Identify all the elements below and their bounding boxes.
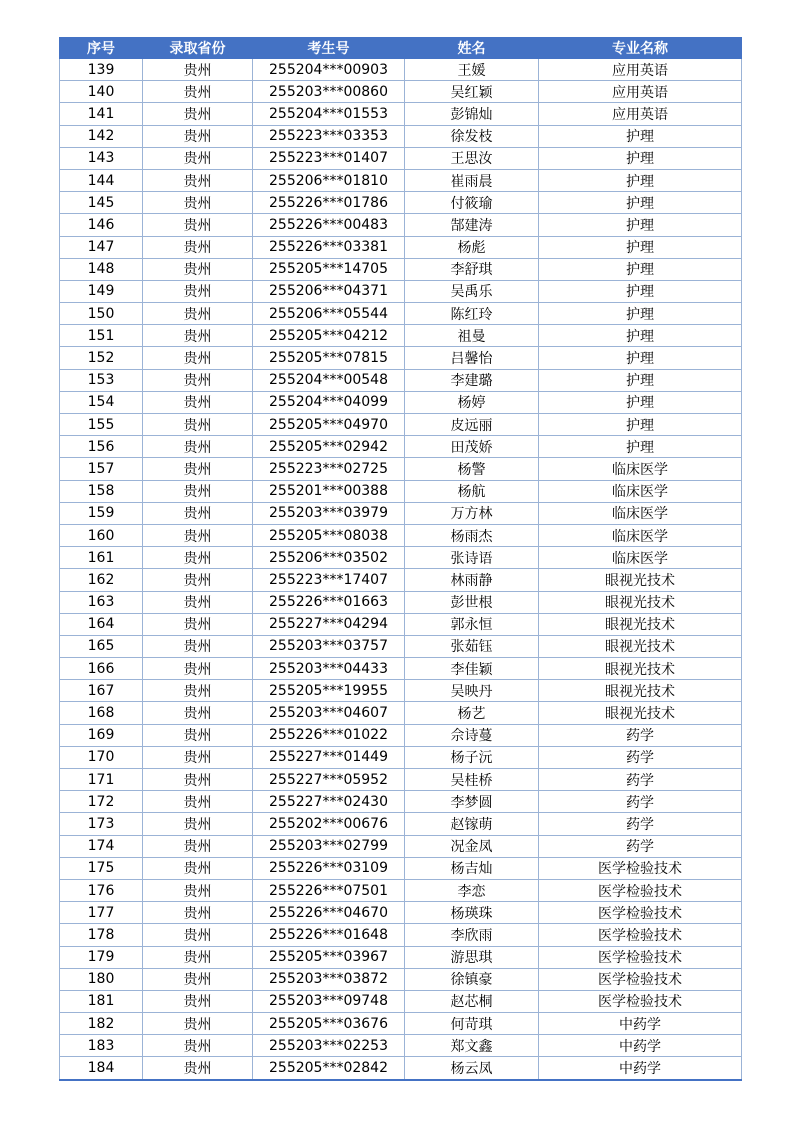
serial-number-cell: 169: [60, 724, 143, 746]
province-cell: 贵州: [143, 680, 253, 702]
serial-number-cell: 163: [60, 591, 143, 613]
name-cell: 万方林: [405, 502, 539, 524]
table-row: [60, 769, 742, 791]
name-cell: 杨婷: [405, 391, 539, 413]
candidate-number-cell: 255205***03967: [253, 946, 405, 968]
province-cell: 贵州: [143, 791, 253, 813]
name-cell: 郑文鑫: [405, 1035, 539, 1057]
table-row: [60, 924, 742, 946]
name-cell: 徐发枝: [405, 125, 539, 147]
table-row: [60, 480, 742, 502]
name-cell: 何苛琪: [405, 1013, 539, 1035]
table-row: [60, 325, 742, 347]
candidate-number-cell: 255226***01648: [253, 924, 405, 946]
table-row: [60, 635, 742, 657]
table-row: [60, 59, 742, 81]
major-cell: 眼视光技术: [539, 680, 742, 702]
table-row: [60, 902, 742, 924]
serial-number-cell: 164: [60, 613, 143, 635]
candidate-number-cell: 255205***03676: [253, 1013, 405, 1035]
name-cell: 崔雨晨: [405, 169, 539, 191]
candidate-number-cell: 255205***08038: [253, 524, 405, 546]
table-row: [60, 81, 742, 103]
table-row: [60, 502, 742, 524]
name-cell: 付筱瑜: [405, 192, 539, 214]
candidate-number-cell: 255226***03109: [253, 857, 405, 879]
candidate-number-cell: 255226***01663: [253, 591, 405, 613]
major-cell: 护理: [539, 325, 742, 347]
candidate-number-cell: 255205***04970: [253, 414, 405, 436]
table-row: [60, 147, 742, 169]
candidate-number-cell: 255206***03502: [253, 547, 405, 569]
name-cell: 杨云凤: [405, 1057, 539, 1080]
serial-number-cell: 156: [60, 436, 143, 458]
major-cell: 医学检验技术: [539, 857, 742, 879]
name-cell: 杨雨杰: [405, 524, 539, 546]
major-cell: 药学: [539, 813, 742, 835]
province-cell: 贵州: [143, 835, 253, 857]
major-cell: 护理: [539, 436, 742, 458]
candidate-number-cell: 255204***04099: [253, 391, 405, 413]
province-cell: 贵州: [143, 258, 253, 280]
serial-number-cell: 166: [60, 658, 143, 680]
major-cell: 护理: [539, 347, 742, 369]
major-cell: 眼视光技术: [539, 591, 742, 613]
major-cell: 护理: [539, 391, 742, 413]
major-cell: 临床医学: [539, 524, 742, 546]
major-cell: 中药学: [539, 1035, 742, 1057]
major-cell: 医学检验技术: [539, 902, 742, 924]
major-cell: 护理: [539, 414, 742, 436]
province-cell: 贵州: [143, 547, 253, 569]
serial-number-cell: 158: [60, 480, 143, 502]
serial-number-cell: 159: [60, 502, 143, 524]
name-cell: 彭锦灿: [405, 103, 539, 125]
table-row: [60, 369, 742, 391]
table-row: [60, 347, 742, 369]
major-cell: 护理: [539, 280, 742, 302]
candidate-number-cell: 255204***01553: [253, 103, 405, 125]
candidate-number-cell: 255223***02725: [253, 458, 405, 480]
candidate-number-cell: 255226***07501: [253, 879, 405, 901]
serial-number-cell: 152: [60, 347, 143, 369]
province-cell: 贵州: [143, 414, 253, 436]
serial-number-cell: 153: [60, 369, 143, 391]
province-cell: 贵州: [143, 391, 253, 413]
name-cell: 张诗语: [405, 547, 539, 569]
name-cell: 赵镓萌: [405, 813, 539, 835]
province-cell: 贵州: [143, 125, 253, 147]
province-cell: 贵州: [143, 347, 253, 369]
province-cell: 贵州: [143, 524, 253, 546]
serial-number-cell: 145: [60, 192, 143, 214]
major-cell: 药学: [539, 791, 742, 813]
candidate-number-cell: 255206***04371: [253, 280, 405, 302]
candidate-number-cell: 255203***04433: [253, 658, 405, 680]
province-cell: 贵州: [143, 192, 253, 214]
candidate-number-cell: 255205***19955: [253, 680, 405, 702]
serial-number-cell: 149: [60, 280, 143, 302]
header-candidate-number: 考生号: [253, 38, 405, 59]
province-cell: 贵州: [143, 769, 253, 791]
name-cell: 杨子沅: [405, 746, 539, 768]
major-cell: 医学检验技术: [539, 879, 742, 901]
major-cell: 护理: [539, 369, 742, 391]
serial-number-cell: 139: [60, 59, 143, 81]
province-cell: 贵州: [143, 946, 253, 968]
table-row: [60, 658, 742, 680]
major-cell: 护理: [539, 214, 742, 236]
province-cell: 贵州: [143, 968, 253, 990]
table-row: [60, 280, 742, 302]
candidate-number-cell: 255223***17407: [253, 569, 405, 591]
serial-number-cell: 162: [60, 569, 143, 591]
serial-number-cell: 160: [60, 524, 143, 546]
candidate-number-cell: 255226***00483: [253, 214, 405, 236]
province-cell: 贵州: [143, 1035, 253, 1057]
serial-number-cell: 148: [60, 258, 143, 280]
serial-number-cell: 175: [60, 857, 143, 879]
serial-number-cell: 170: [60, 746, 143, 768]
province-cell: 贵州: [143, 436, 253, 458]
table-row: [60, 458, 742, 480]
table-row: [60, 547, 742, 569]
name-cell: 张茹钰: [405, 635, 539, 657]
name-cell: 李欣雨: [405, 924, 539, 946]
serial-number-cell: 143: [60, 147, 143, 169]
table-row: [60, 968, 742, 990]
serial-number-cell: 141: [60, 103, 143, 125]
major-cell: 眼视光技术: [539, 702, 742, 724]
table-row: [60, 103, 742, 125]
name-cell: 李梦圆: [405, 791, 539, 813]
candidate-number-cell: 255203***02253: [253, 1035, 405, 1057]
serial-number-cell: 184: [60, 1057, 143, 1080]
name-cell: 王思汝: [405, 147, 539, 169]
serial-number-cell: 151: [60, 325, 143, 347]
name-cell: 彭世根: [405, 591, 539, 613]
candidate-number-cell: 255226***04670: [253, 902, 405, 924]
table-row: [60, 613, 742, 635]
name-cell: 徐镇豪: [405, 968, 539, 990]
serial-number-cell: 168: [60, 702, 143, 724]
table-row: [60, 524, 742, 546]
major-cell: 应用英语: [539, 103, 742, 125]
name-cell: 吴红颖: [405, 81, 539, 103]
major-cell: 护理: [539, 125, 742, 147]
candidate-number-cell: 255204***00903: [253, 59, 405, 81]
name-cell: 田茂娇: [405, 436, 539, 458]
serial-number-cell: 154: [60, 391, 143, 413]
province-cell: 贵州: [143, 59, 253, 81]
table-row: [60, 857, 742, 879]
candidate-number-cell: 255205***02842: [253, 1057, 405, 1080]
table-row: [60, 791, 742, 813]
candidate-number-cell: 255223***03353: [253, 125, 405, 147]
serial-number-cell: 183: [60, 1035, 143, 1057]
major-cell: 药学: [539, 835, 742, 857]
candidate-number-cell: 255204***00548: [253, 369, 405, 391]
province-cell: 贵州: [143, 81, 253, 103]
table-row: [60, 946, 742, 968]
serial-number-cell: 167: [60, 680, 143, 702]
province-cell: 贵州: [143, 613, 253, 635]
table-row: [60, 746, 742, 768]
table-row: [60, 813, 742, 835]
serial-number-cell: 178: [60, 924, 143, 946]
table-row: [60, 724, 742, 746]
candidate-number-cell: 255227***04294: [253, 613, 405, 635]
serial-number-cell: 165: [60, 635, 143, 657]
table-row: [60, 990, 742, 1012]
candidate-number-cell: 255205***04212: [253, 325, 405, 347]
name-cell: 陈红玲: [405, 303, 539, 325]
major-cell: 医学检验技术: [539, 924, 742, 946]
table-row: [60, 125, 742, 147]
major-cell: 中药学: [539, 1013, 742, 1035]
serial-number-cell: 180: [60, 968, 143, 990]
serial-number-cell: 140: [60, 81, 143, 103]
candidate-number-cell: 255205***14705: [253, 258, 405, 280]
major-cell: 临床医学: [539, 547, 742, 569]
province-cell: 贵州: [143, 1057, 253, 1080]
table-row: [60, 1035, 742, 1057]
province-cell: 贵州: [143, 658, 253, 680]
major-cell: 医学检验技术: [539, 990, 742, 1012]
table-body: [60, 59, 742, 1080]
name-cell: 李佳颖: [405, 658, 539, 680]
name-cell: 郜建涛: [405, 214, 539, 236]
table-row: [60, 1013, 742, 1035]
province-cell: 贵州: [143, 990, 253, 1012]
name-cell: 吴桂桥: [405, 769, 539, 791]
major-cell: 眼视光技术: [539, 613, 742, 635]
province-cell: 贵州: [143, 857, 253, 879]
candidate-number-cell: 255203***09748: [253, 990, 405, 1012]
province-cell: 贵州: [143, 502, 253, 524]
province-cell: 贵州: [143, 303, 253, 325]
serial-number-cell: 144: [60, 169, 143, 191]
candidate-number-cell: 255202***00676: [253, 813, 405, 835]
major-cell: 眼视光技术: [539, 658, 742, 680]
table-row: [60, 236, 742, 258]
major-cell: 药学: [539, 746, 742, 768]
province-cell: 贵州: [143, 147, 253, 169]
major-cell: 护理: [539, 236, 742, 258]
name-cell: 祖曼: [405, 325, 539, 347]
candidate-number-cell: 255203***03757: [253, 635, 405, 657]
serial-number-cell: 176: [60, 879, 143, 901]
province-cell: 贵州: [143, 569, 253, 591]
serial-number-cell: 142: [60, 125, 143, 147]
candidate-number-cell: 255226***01022: [253, 724, 405, 746]
major-cell: 眼视光技术: [539, 569, 742, 591]
name-cell: 王媛: [405, 59, 539, 81]
province-cell: 贵州: [143, 1013, 253, 1035]
candidate-number-cell: 255203***03872: [253, 968, 405, 990]
name-cell: 吴禹乐: [405, 280, 539, 302]
table-row: [60, 214, 742, 236]
candidate-number-cell: 255226***03381: [253, 236, 405, 258]
major-cell: 临床医学: [539, 458, 742, 480]
candidate-number-cell: 255203***02799: [253, 835, 405, 857]
table-row: [60, 258, 742, 280]
table-row: [60, 702, 742, 724]
name-cell: 杨彪: [405, 236, 539, 258]
name-cell: 郭永恒: [405, 613, 539, 635]
candidate-number-cell: 255206***05544: [253, 303, 405, 325]
table-row: [60, 391, 742, 413]
province-cell: 贵州: [143, 236, 253, 258]
serial-number-cell: 177: [60, 902, 143, 924]
province-cell: 贵州: [143, 746, 253, 768]
province-cell: 贵州: [143, 325, 253, 347]
serial-number-cell: 150: [60, 303, 143, 325]
province-cell: 贵州: [143, 879, 253, 901]
table-row: [60, 192, 742, 214]
table-row: [60, 303, 742, 325]
major-cell: 护理: [539, 192, 742, 214]
name-cell: 吴映丹: [405, 680, 539, 702]
name-cell: 佘诗蔓: [405, 724, 539, 746]
major-cell: 药学: [539, 769, 742, 791]
name-cell: 李恋: [405, 879, 539, 901]
table-row: [60, 591, 742, 613]
table-row: [60, 436, 742, 458]
major-cell: 药学: [539, 724, 742, 746]
candidate-number-cell: 255206***01810: [253, 169, 405, 191]
header-major: 专业名称: [539, 38, 742, 59]
name-cell: 杨瑛珠: [405, 902, 539, 924]
candidate-number-cell: 255226***01786: [253, 192, 405, 214]
table-row: [60, 1057, 742, 1080]
major-cell: 应用英语: [539, 59, 742, 81]
serial-number-cell: 157: [60, 458, 143, 480]
name-cell: 李建璐: [405, 369, 539, 391]
serial-number-cell: 172: [60, 791, 143, 813]
name-cell: 杨艺: [405, 702, 539, 724]
name-cell: 林雨静: [405, 569, 539, 591]
province-cell: 贵州: [143, 724, 253, 746]
header-admission-province: 录取省份: [143, 38, 253, 59]
major-cell: 临床医学: [539, 480, 742, 502]
name-cell: 游思琪: [405, 946, 539, 968]
table-row: [60, 680, 742, 702]
candidate-number-cell: 255227***05952: [253, 769, 405, 791]
candidate-number-cell: 255205***02942: [253, 436, 405, 458]
province-cell: 贵州: [143, 591, 253, 613]
candidate-number-cell: 255205***07815: [253, 347, 405, 369]
name-cell: 李舒琪: [405, 258, 539, 280]
serial-number-cell: 161: [60, 547, 143, 569]
province-cell: 贵州: [143, 458, 253, 480]
name-cell: 吕馨怡: [405, 347, 539, 369]
candidate-number-cell: 255203***00860: [253, 81, 405, 103]
candidate-number-cell: 255227***01449: [253, 746, 405, 768]
admission-table: [59, 37, 742, 1081]
serial-number-cell: 174: [60, 835, 143, 857]
province-cell: 贵州: [143, 813, 253, 835]
name-cell: 杨航: [405, 480, 539, 502]
name-cell: 杨警: [405, 458, 539, 480]
major-cell: 护理: [539, 169, 742, 191]
serial-number-cell: 182: [60, 1013, 143, 1035]
name-cell: 皮远丽: [405, 414, 539, 436]
province-cell: 贵州: [143, 924, 253, 946]
major-cell: 临床医学: [539, 502, 742, 524]
major-cell: 护理: [539, 147, 742, 169]
table-row: [60, 835, 742, 857]
candidate-number-cell: 255201***00388: [253, 480, 405, 502]
province-cell: 贵州: [143, 103, 253, 125]
candidate-number-cell: 255203***03979: [253, 502, 405, 524]
table-header-row: [60, 38, 742, 59]
serial-number-cell: 181: [60, 990, 143, 1012]
serial-number-cell: 155: [60, 414, 143, 436]
province-cell: 贵州: [143, 280, 253, 302]
name-cell: 况金凤: [405, 835, 539, 857]
candidate-number-cell: 255223***01407: [253, 147, 405, 169]
name-cell: 赵芯桐: [405, 990, 539, 1012]
major-cell: 医学检验技术: [539, 946, 742, 968]
major-cell: 应用英语: [539, 81, 742, 103]
province-cell: 贵州: [143, 902, 253, 924]
province-cell: 贵州: [143, 480, 253, 502]
major-cell: 眼视光技术: [539, 635, 742, 657]
major-cell: 护理: [539, 258, 742, 280]
table-row: [60, 879, 742, 901]
header-serial-number: 序号: [60, 38, 143, 59]
major-cell: 中药学: [539, 1057, 742, 1080]
table-row: [60, 169, 742, 191]
header-name: 姓名: [405, 38, 539, 59]
province-cell: 贵州: [143, 369, 253, 391]
province-cell: 贵州: [143, 214, 253, 236]
serial-number-cell: 173: [60, 813, 143, 835]
serial-number-cell: 147: [60, 236, 143, 258]
major-cell: 医学检验技术: [539, 968, 742, 990]
name-cell: 杨吉灿: [405, 857, 539, 879]
province-cell: 贵州: [143, 702, 253, 724]
serial-number-cell: 171: [60, 769, 143, 791]
table-row: [60, 569, 742, 591]
table-row: [60, 414, 742, 436]
candidate-number-cell: 255227***02430: [253, 791, 405, 813]
candidate-number-cell: 255203***04607: [253, 702, 405, 724]
major-cell: 护理: [539, 303, 742, 325]
province-cell: 贵州: [143, 169, 253, 191]
serial-number-cell: 146: [60, 214, 143, 236]
province-cell: 贵州: [143, 635, 253, 657]
serial-number-cell: 179: [60, 946, 143, 968]
